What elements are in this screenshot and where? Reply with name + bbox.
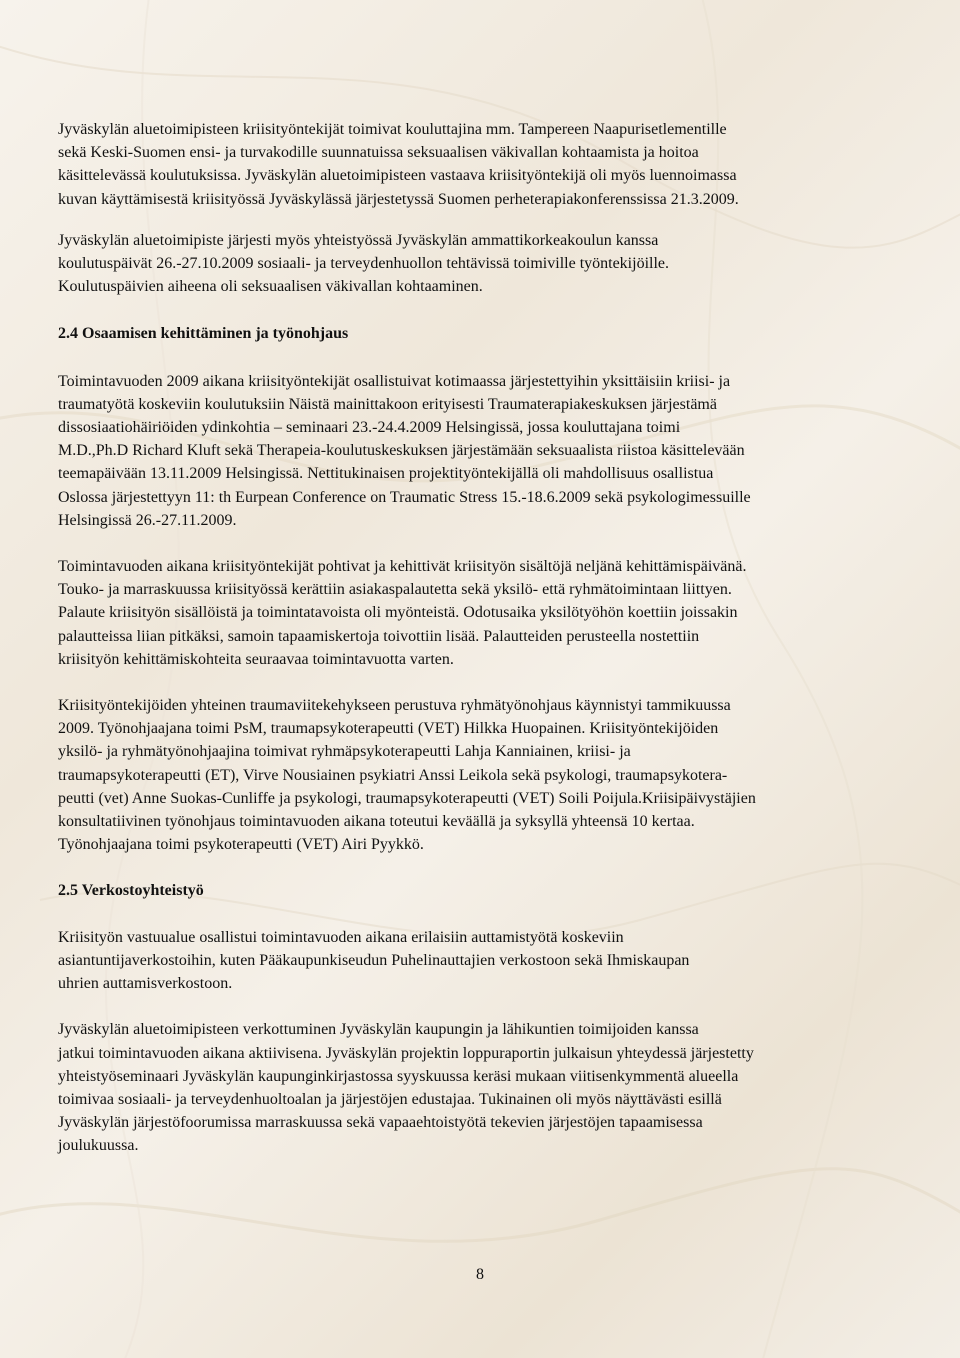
- paragraph: Jyväskylän aluetoimipisteen kriisityöntekijät toimivat kouluttajina mm. Tampereen Naapurisetlementille sekä Keski-Suomen ensi- ja turvakodille suunnatuissa seksuaalisen väkivallan kohtaamista ja hoitoa käsittelevässä koulutuksissa. Jyväskylän aluetoimipisteen vastaava kriisityöntekijä oli myös luennoimassa kuvan käyttämisestä kriisityössä Jyväskylässä järjestetyssä Suomen perheterapiakonferenssissa 21.3.2009.: [58, 121, 739, 208]
- paragraph: Kriisityöntekijöiden yhteinen traumaviitekehykseen perustuva ryhmätyönohjaus käynnistyi tammikuussa 2009. Työnohjaajana toimi PsM, traumapsykoterapeutti (VET) Hilkka Huopainen. Kriisityöntekijöiden yksilö- ja ryhmätyönohjaajina toimivat ryhmäpsykoterapeutti Lahja Kanniainen, kriisi- ja traumapsykoterapeutti (ET), Virve Nousiainen psykiatri Anssi Leikola sekä psykologi, traumapsykotera- peutti (vet) Anne Suokas-Cunliffe ja psykologi, traumapsykoterapeutti (VET) Soili Poijula.Kriisipäivystäjien konsultatiivinen työnohjaus toimintavuoden aikana toteutui keväällä ja syksyllä yhteensä 10 kertaa. Työnohjaajana toimi psykoterapeutti (VET) Airi Pyykkö.: [58, 697, 756, 854]
- page-number: 8: [476, 1266, 484, 1283]
- paragraph: Toimintavuoden aikana kriisityöntekijät pohtivat ja kehittivät kriisityön sisältöjä neljänä kehittämispäivänä. Touko- ja marraskuussa kriisityössä kerättiin asiakaspalautetta sekä yksilö- että ryhmätoimintaan liittyen. Palaute kriisityön sisällöistä ja toimintatavoista oli myönteistä. Odotusaika yksilötyöhön koettiin joissakin palautteissa liian pitkäksi, samoin tapaamiskertoja toivottiin lisää. Palautteiden perusteella nostettiin kriisityön kehittämiskohteita seuraavaa toimintavuotta varten.: [58, 558, 747, 668]
- section-heading: 2.5 Verkostoyhteistyö: [58, 882, 204, 900]
- document-page: [58, 118, 908, 1158]
- paragraph: Toimintavuoden 2009 aikana kriisityöntekijät osallistuivat kotimaassa järjestettyihin yksittäisiin kriisi- ja traumatyötä koskeviin koulutuksiin Näistä mainittakoon erityisesti Traumaterapiakeskuksen järjestämä dissosiaatiohäiriöiden ydinkohtia – seminaari 23.-24.4.2009 Helsingissä, jossa kouluttajana toimi M.D.,Ph.D Richard Kluft sekä Therapeia-koulutuskeskuksen järjestämään seksuaalista riistoa käsittelevään teemapäivään 13.11.2009 Helsingissä. Nettitukinaisen projektityöntekijällä oli mahdollisuus osallistua Oslossa järjestettyyn 11: th Eurpean Conference on Traumatic Stress 15.-18.6.2009 sekä psykologimessuille Helsingissä 26.-27.11.2009.: [58, 372, 751, 529]
- paragraph: Jyväskylän aluetoimipiste järjesti myös yhteistyössä Jyväskylän ammattikorkeakoulun kanssa koulutuspäivät 26.-27.10.2009 sosiaali- ja terveydenhuollon tehtävissä toimiville työntekijöille. Koulutuspäivien aiheena oli seksuaalisen väkivallan kohtaaminen.: [58, 231, 670, 296]
- paragraph: Kriisityön vastuualue osallistui toimintavuoden aikana erilaisiin auttamistyötä koskeviin asiantuntijaverkostoihin, kuten Pääkaupunkiseudun Puhelinauttajien verkostoon sekä Ihmiskaupan uhrien auttamisverkostoon.: [58, 928, 690, 993]
- section-heading: 2.4 Osaamisen kehittäminen ja työnohjaus: [58, 325, 349, 343]
- paragraph: Jyväskylän aluetoimipisteen verkottuminen Jyväskylän kaupungin ja lähikuntien toimijoiden kanssa jatkui toimintavuoden aikana aktiivisena. Jyväskylän projektin loppuraportin julkaisun yhteydessä järjestetty yhteistyöseminaari Jyväskylän kaupunginkirjastossa syyskuussa keräsi mukaan viitisenkymmentä alueella toimivaa sosiaali- ja terveydenhuoltoalan ja järjestöjen edustajaa. Tukinainen oli myös näyttävästi esillä Jyväskylän järjestöfoorumissa marraskuussa sekä vapaaehtoistyötä tekevien järjestöjen tapaamisessa joulukuussa.: [58, 1021, 754, 1155]
